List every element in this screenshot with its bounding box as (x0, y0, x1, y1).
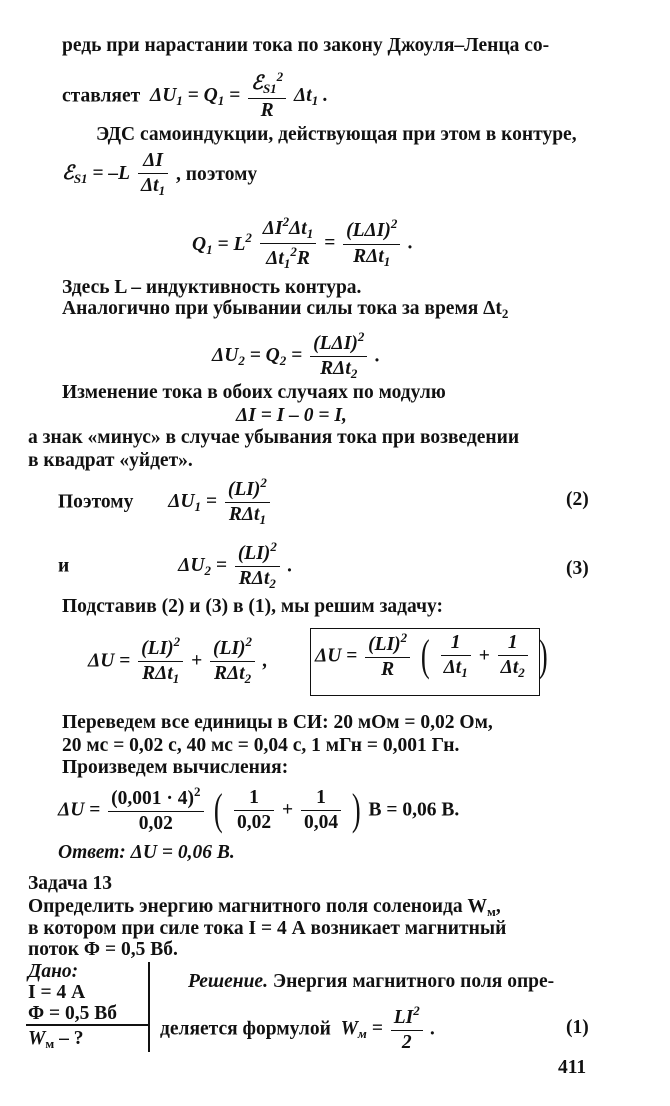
formula-line: $\Delta U_2 = Q_2$ = $\frac{(L\Delta I)^2}{R\Delta t_2}$ . (212, 329, 381, 382)
text-line: Аналогично при убывании силы тока за время $\Delta t_2$ (62, 298, 509, 321)
text-line: ЭДС самоиндукции, действующая при этом в контуре, (96, 124, 577, 145)
formula-line: $Q_1 = L^2$ $\frac{\Delta I^2\Delta t_1}{\Delta t_1^2R}$ = $\frac{(L\Delta I)^2}{R\Delta t_1}$ . (192, 214, 414, 271)
task-title: Задача 13 (28, 873, 112, 894)
formula-line: ставляет $\Delta U_1 = Q_1$ = $\frac{ℰ_{S1}^2}{R}$ $\Delta t_1$ . (62, 69, 328, 121)
text-line: 20 мс = 0,02 с, 40 мс = 0,04 с, 1 мГн = 0,001 Гн. (62, 735, 460, 756)
text-line: ΔI = I – 0 = I, (236, 405, 347, 426)
text-line: Изменение тока в обоих случаях по модулю (62, 382, 446, 403)
equation-number: (1) (566, 1017, 589, 1038)
formula-line: ℰ$_{S1}$ = –L $\frac{\Delta I}{\Delta t_1}$ , поэтому (62, 150, 258, 199)
solution-line: Решение. Энергия магнитного поля опре- (188, 971, 555, 992)
equation-number: (3) (566, 558, 589, 579)
text-line: Здесь L – индуктивность контура. (62, 277, 362, 298)
given-separator (148, 962, 150, 1052)
text-line: Произведем вычисления: (62, 757, 289, 778)
answer-line: Ответ: ΔU = 0,06 В. (58, 842, 235, 863)
text-line: Определить энергию магнитного поля соленоида $W_м$, (28, 896, 501, 919)
given-label: Дано: (28, 961, 79, 982)
boxed-answer-formula: ΔU = $\frac{(LI)^2}{R}$ ( $\frac{1}{\Delta t_1}$ + $\frac{1}{\Delta t_2}$ ) (310, 628, 540, 696)
given-find: $W_м$ – ? (28, 1028, 84, 1051)
text-line: Подставив (2) и (3) в (1), мы решим задачу: (62, 596, 443, 617)
text-line: редь при нарастании тока по закону Джоуля–Ленца со- (62, 35, 550, 56)
text-line: Переведем все единицы в СИ: 20 мОм = 0,02 Ом, (62, 712, 493, 733)
text-line: поток Φ = 0,5 Вб. (28, 939, 178, 960)
formula-line: деляется формулой $W_м$ = $\frac{LI^2}{2}$ . (160, 1003, 436, 1054)
calculation-line: ΔU = $\frac{(0,001 \cdot 4)^2}{0,02}$ ( $\frac{1}{0,02}$ + $\frac{1}{0,04}$ ) В = 0,06 В. (58, 784, 460, 835)
given-item: I = 4 А (28, 982, 86, 1003)
formula-line: и $\Delta U_2$ = $\frac{(LI)^2}{R\Delta t_2}$ . (58, 539, 293, 592)
text-line: в котором при силе тока I = 4 А возникает магнитный (28, 918, 507, 939)
page-number: 411 (558, 1057, 587, 1078)
text-line: в квадрат «уйдет». (28, 450, 193, 471)
formula-line: Поэтому $\Delta U_1$ = $\frac{(LI)^2}{R\Delta t_1}$ (58, 476, 273, 528)
equation-number: (2) (566, 489, 589, 510)
text-line: а знак «минус» в случае убывания тока при возведении (28, 427, 520, 448)
given-divider (26, 1024, 148, 1026)
given-item: Φ = 0,5 Вб (28, 1003, 118, 1024)
formula-line: ΔU = $\frac{(LI)^2}{R\Delta t_1}$ + $\frac{(LI)^2}{R\Delta t_2}$ , (88, 634, 268, 687)
